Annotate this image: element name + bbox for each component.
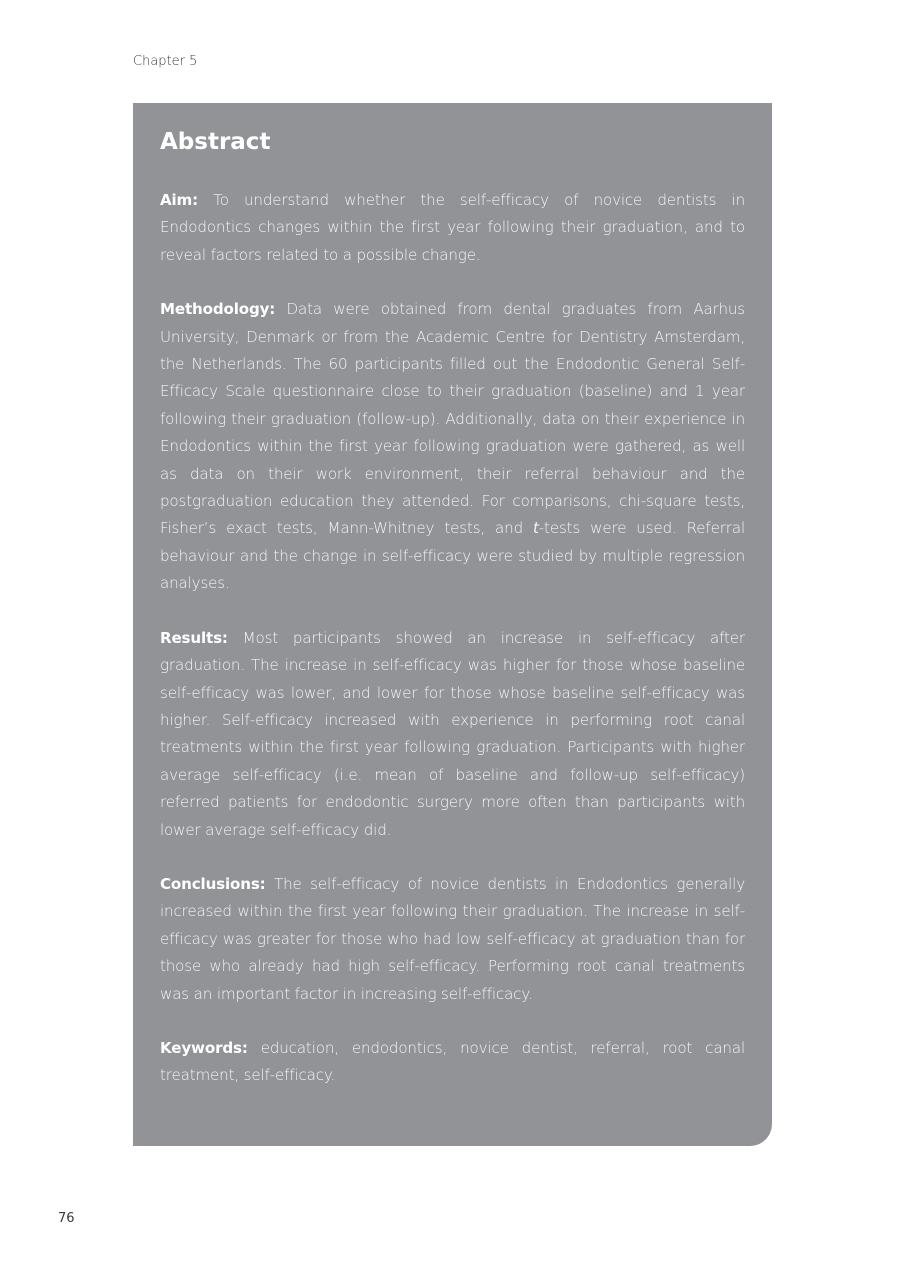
results-text: Most participants showed an increase in self-efficacy after graduation. The increase in self-efficacy was higher for those whose baseline self-efficacy was lower, and lower for those whose baseline self-efficacy was higher. Self-efficacy increased with experience in performing root canal treatments within the first year following graduation. Participants with higher average self-efficacy (i.e. mean of baseline and follow-up self-efficacy) referred patients for endodontic surgery more often than participants with lower average self-efficacy did. <box>160 628 745 839</box>
methodology-paragraph <box>160 296 745 597</box>
conclusions-text: The self-efficacy of novice dentists in Endodontics generally increased within the first year following their graduation. The increase in self-efficacy was greater for those who had low self-efficacy at graduation than for those who already had high self-efficacy. Performing root canal treatments was an important factor in increasing self-efficacy. <box>160 874 745 1003</box>
page-number: 76 <box>58 1211 75 1226</box>
methodology-label: Methodology: <box>160 300 276 319</box>
methodology-text-end: -tests were used. Referral behaviour and the change in self-efficacy were studied by multiple regression analyses. <box>160 519 745 593</box>
aim-text: To understand whether the self-efficacy of novice dentists in Endodontics changes within the first year following their graduation, and to reveal factors related to a possible change. <box>160 191 746 264</box>
results-paragraph <box>160 625 745 844</box>
aim-label: Aim: <box>160 191 199 209</box>
abstract-title: Abstract <box>160 129 271 155</box>
results-label: Results: <box>160 628 228 647</box>
running-header: Chapter 5 <box>133 54 198 69</box>
keywords-label: Keywords: <box>160 1038 248 1057</box>
aim-paragraph <box>160 187 745 269</box>
abstract-box <box>133 103 772 1146</box>
conclusions-label: Conclusions: <box>160 874 266 893</box>
keywords-text: education, endodontics, novice dentist, referral, root canal treatment, self-efficacy. <box>160 1038 745 1085</box>
keywords-paragraph <box>160 1035 745 1090</box>
methodology-text: Data were obtained from dental graduates from Aarhus University, Denmark or from the Academic Centre for Dentistry Amsterdam, the Netherlands. The 60 participants filled out the Endodontic General Self-Efficacy Scale questionnaire close to their graduation (baseline) and 1 year following their graduation (follow-up). Additionally, data on their experience in Endodontics within the first year following graduation were gathered, as well as data on their work environment, their referral behaviour and the postgraduation education they attended. For comparisons, chi-square tests, Fisher’s exact tests, Mann-Whitney tests, and <box>160 300 745 538</box>
conclusions-paragraph <box>160 871 745 1008</box>
methodology-italic-t: t <box>532 519 539 538</box>
